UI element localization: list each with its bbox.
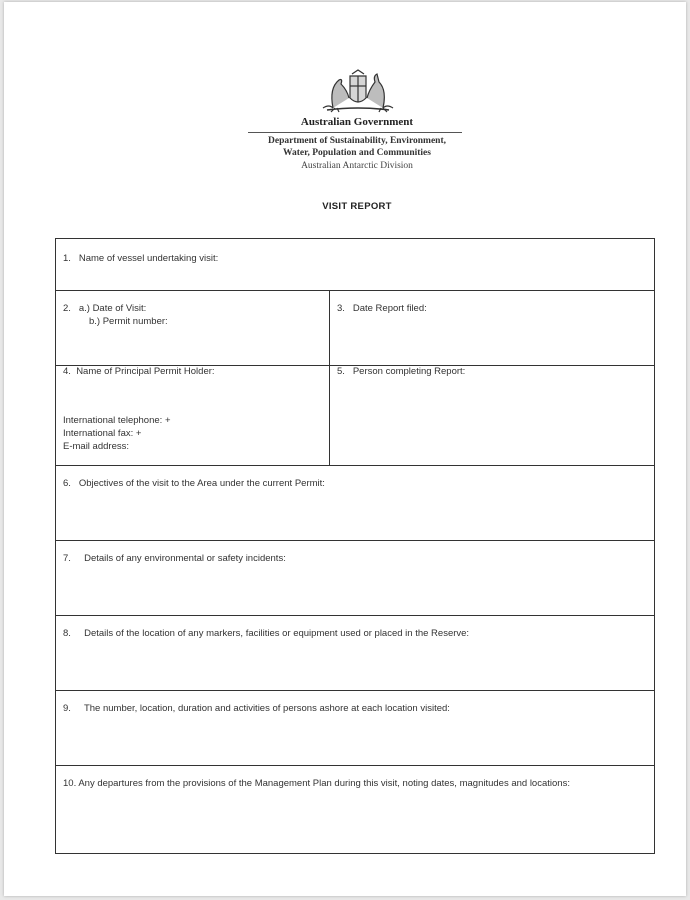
field-principal-permit-holder[interactable]: 4. Name of Principal Permit Holder: (63, 366, 215, 377)
field-email-address[interactable]: E-mail address: (63, 441, 129, 452)
row-divider (56, 290, 654, 291)
report-title: VISIT REPORT (322, 201, 392, 212)
field-international-telephone[interactable]: International telephone: + (63, 415, 171, 426)
field-date-of-visit[interactable]: 2. a.) Date of Visit: (63, 303, 147, 314)
department-line-1: Department of Sustainability, Environment, (268, 136, 446, 146)
column-divider (329, 290, 330, 465)
row-divider (56, 690, 654, 691)
header-divider (248, 132, 462, 133)
row-divider (56, 765, 654, 766)
field-markers-location[interactable]: 8. Details of the location of any markers, facilities or equipment used or placed in the Reserve: (63, 628, 470, 639)
coat-of-arms-crest (319, 68, 397, 114)
row-divider (56, 615, 654, 616)
division-name: Australian Antarctic Division (301, 161, 413, 171)
field-international-fax[interactable]: International fax: + (63, 428, 142, 439)
field-vessel-name[interactable]: 1. Name of vessel undertaking visit: (63, 253, 219, 264)
field-persons-ashore[interactable]: 9. The number, location, duration and activities of persons ashore at each location visited: (63, 703, 450, 714)
field-visit-objectives[interactable]: 6. Objectives of the visit to the Area under the current Permit: (63, 478, 325, 489)
row-divider (56, 465, 654, 466)
field-permit-number[interactable]: b.) Permit number: (89, 316, 168, 327)
field-person-completing-report[interactable]: 5. Person completing Report: (337, 366, 466, 377)
field-plan-departures-text: 10. Any departures from the provisions of the Management Plan during this visit, noting dates, magnitudes and locations: (63, 778, 570, 789)
row-divider (56, 540, 654, 541)
department-line-2: Water, Population and Communities (283, 147, 431, 158)
visit-report-form (55, 238, 655, 854)
government-name: Australian Government (300, 116, 414, 128)
field-incidents[interactable]: 7. Details of any environmental or safety incidents: (63, 553, 286, 564)
document-page (4, 2, 686, 896)
field-date-report-filed[interactable]: 3. Date Report filed: (337, 303, 427, 314)
department-name (204, 136, 510, 159)
field-plan-departures[interactable] (63, 778, 649, 791)
